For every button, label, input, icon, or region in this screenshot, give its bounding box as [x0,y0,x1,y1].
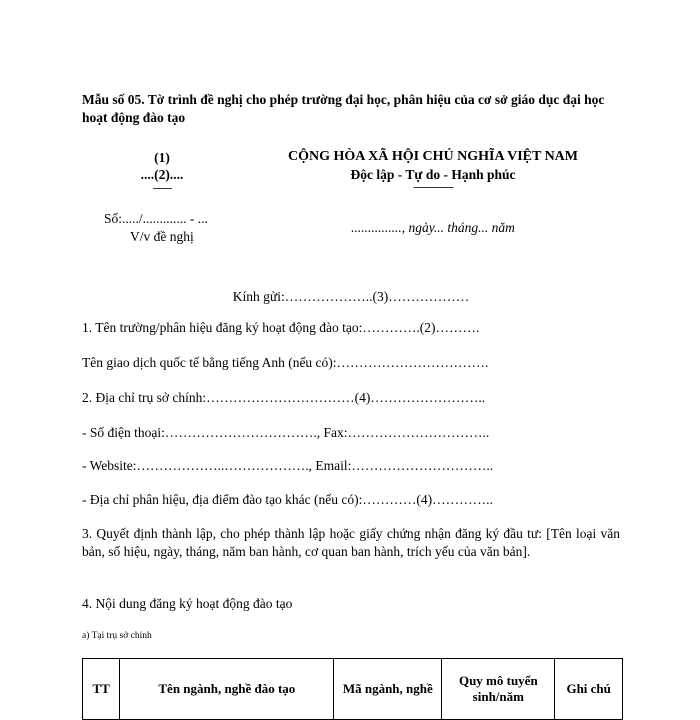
item-1-school-name: 1. Tên trường/phân hiệu đăng ký hoạt động đào tạo:………….(2)………. [82,320,480,335]
motto-rule: --------------- [413,181,453,193]
item-4-registration: 4. Nội dung đăng ký hoạt động đào tạo [82,596,293,611]
recipient-line: Kính gửi:………………..(3)……………… [232,289,470,304]
table-header-cell: Quy mô tuyển sinh/năm [442,659,555,720]
item-2-address: 2. Địa chỉ trụ sở chính:……………………………(4)…………………….. [82,390,486,405]
branch-address-line: - Địa chỉ phân hiệu, địa điểm đào tạo khác (nếu có):…………(4)………….. [82,492,493,507]
item-3-decision: 3. Quyết định thành lập, cho phép thành lập hoặc giấy chứng nhận đăng ký đầu tư: [Tên loại văn bản, số hiệu, ngày, tháng, năm ban hành, cơ quan ban hành, trích yếu của văn bản]. [82,526,620,559]
sub-a-main-campus: a) Tại trụ sở chính [82,631,152,641]
document-date: ..............., ngày... tháng... năm [351,220,515,235]
table-header-cell: Ghi chú [555,659,623,720]
registration-table [82,658,623,720]
item-1-english-name: Tên giao dịch quốc tế bằng tiếng Anh (nếu có):……………………………. [82,355,489,370]
issuer-code: (1) [154,150,170,165]
table-header-cell: TT [83,659,120,720]
table-header-cell: Tên ngành, nghề đào tạo [120,659,334,720]
phone-fax-line: - Số điện thoại:……………………………., Fax:………………………….. [82,425,490,440]
issuer-name: ....(2).... [140,167,184,182]
national-title: CỘNG HÒA XÃ HỘI CHỦ NGHĨA VIỆT NAM [287,149,578,164]
document-number: Số:...../............. - ... [104,211,208,226]
website-email-line: - Website:………………..………………., Email:………………………….. [82,458,494,473]
issuer-rule: ------- [152,182,172,194]
table-header-cell: Mã ngành, nghề [334,659,442,720]
table-header-row [83,659,623,720]
national-motto: Độc lập - Tự do - Hạnh phúc [350,167,516,182]
document-title: Mẫu số 05. Tờ trình đề nghị cho phép trường đại học, phân hiệu của cơ sở giáo dục đại học hoạt động đào tạo [82,92,605,125]
document-subject: V/v đề nghị [130,229,194,244]
